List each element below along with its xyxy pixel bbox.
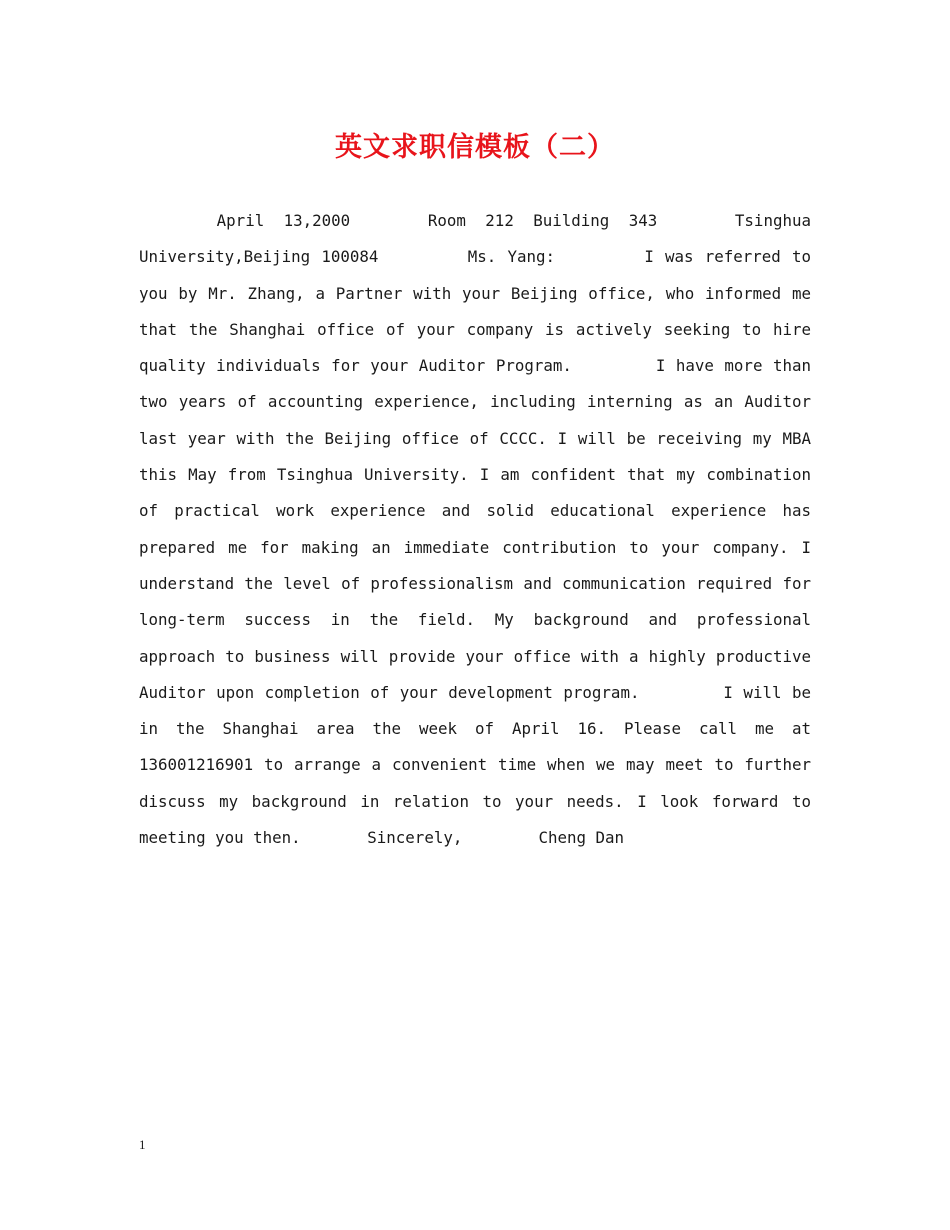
page-number: 1 xyxy=(139,1137,146,1152)
cover-letter-body: April 13,2000 Room 212 Building 343 Tsinghua University,Beijing 100084 Ms. Yang: I was referred to you by Mr. Zhang, a Partner with your Beijing office, who informed me that the Shanghai office of your company is actively seeking to hire quality individuals for your Auditor Program. I have more than two years of accounting experience, including interning as an Auditor last year with the Beijing office of CCCC. I will be receiving my MBA this May from Tsinghua University. I am confident that my combination of practical work experience and solid educational experience has prepared me for making an immediate contribution to your company. I understand the level of professionalism and communication required for long-term success in the field. My background and professional approach to business will provide your office with a highly productive Auditor upon completion of your development program. I will be in the Shanghai area the week of April 16. Please call me at 136001216901 to arrange a convenient time when we may meet to further discuss my background in relation to your needs. I look forward to meeting you then. Sincerely, Cheng Dan xyxy=(139,211,821,848)
document-title: 英文求职信模板（二） xyxy=(335,132,615,163)
